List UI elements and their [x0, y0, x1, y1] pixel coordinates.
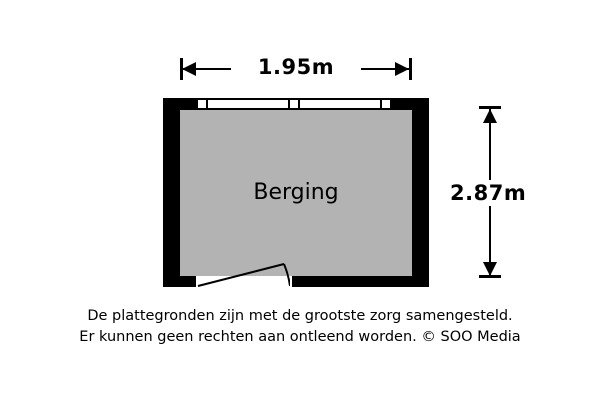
- window-post-middle: [288, 98, 300, 110]
- footer-disclaimer: [0, 306, 600, 348]
- height-dimension-label: 2.87m: [450, 180, 540, 206]
- width-dimension-label: 1.95m: [231, 54, 361, 80]
- window-post-left: [196, 98, 208, 110]
- window-right: [300, 98, 380, 110]
- right-dimension-arrow-down-icon: [483, 262, 497, 276]
- footer-line-2: Er kunnen geen rechten aan ontleend worden. © SOO Media: [79, 329, 521, 345]
- window-left: [200, 98, 288, 110]
- top-dimension-arrow-left-icon: [182, 62, 196, 76]
- right-dimension-arrow-up-icon: [483, 109, 497, 123]
- top-dimension-arrow-right-icon: [395, 62, 409, 76]
- door-swing-icon: [194, 248, 290, 288]
- footer-line-1: De plattegronden zijn met de grootste zorg samengesteld.: [87, 308, 513, 324]
- room-name-label: Berging: [253, 180, 339, 205]
- window-post-right: [380, 98, 392, 110]
